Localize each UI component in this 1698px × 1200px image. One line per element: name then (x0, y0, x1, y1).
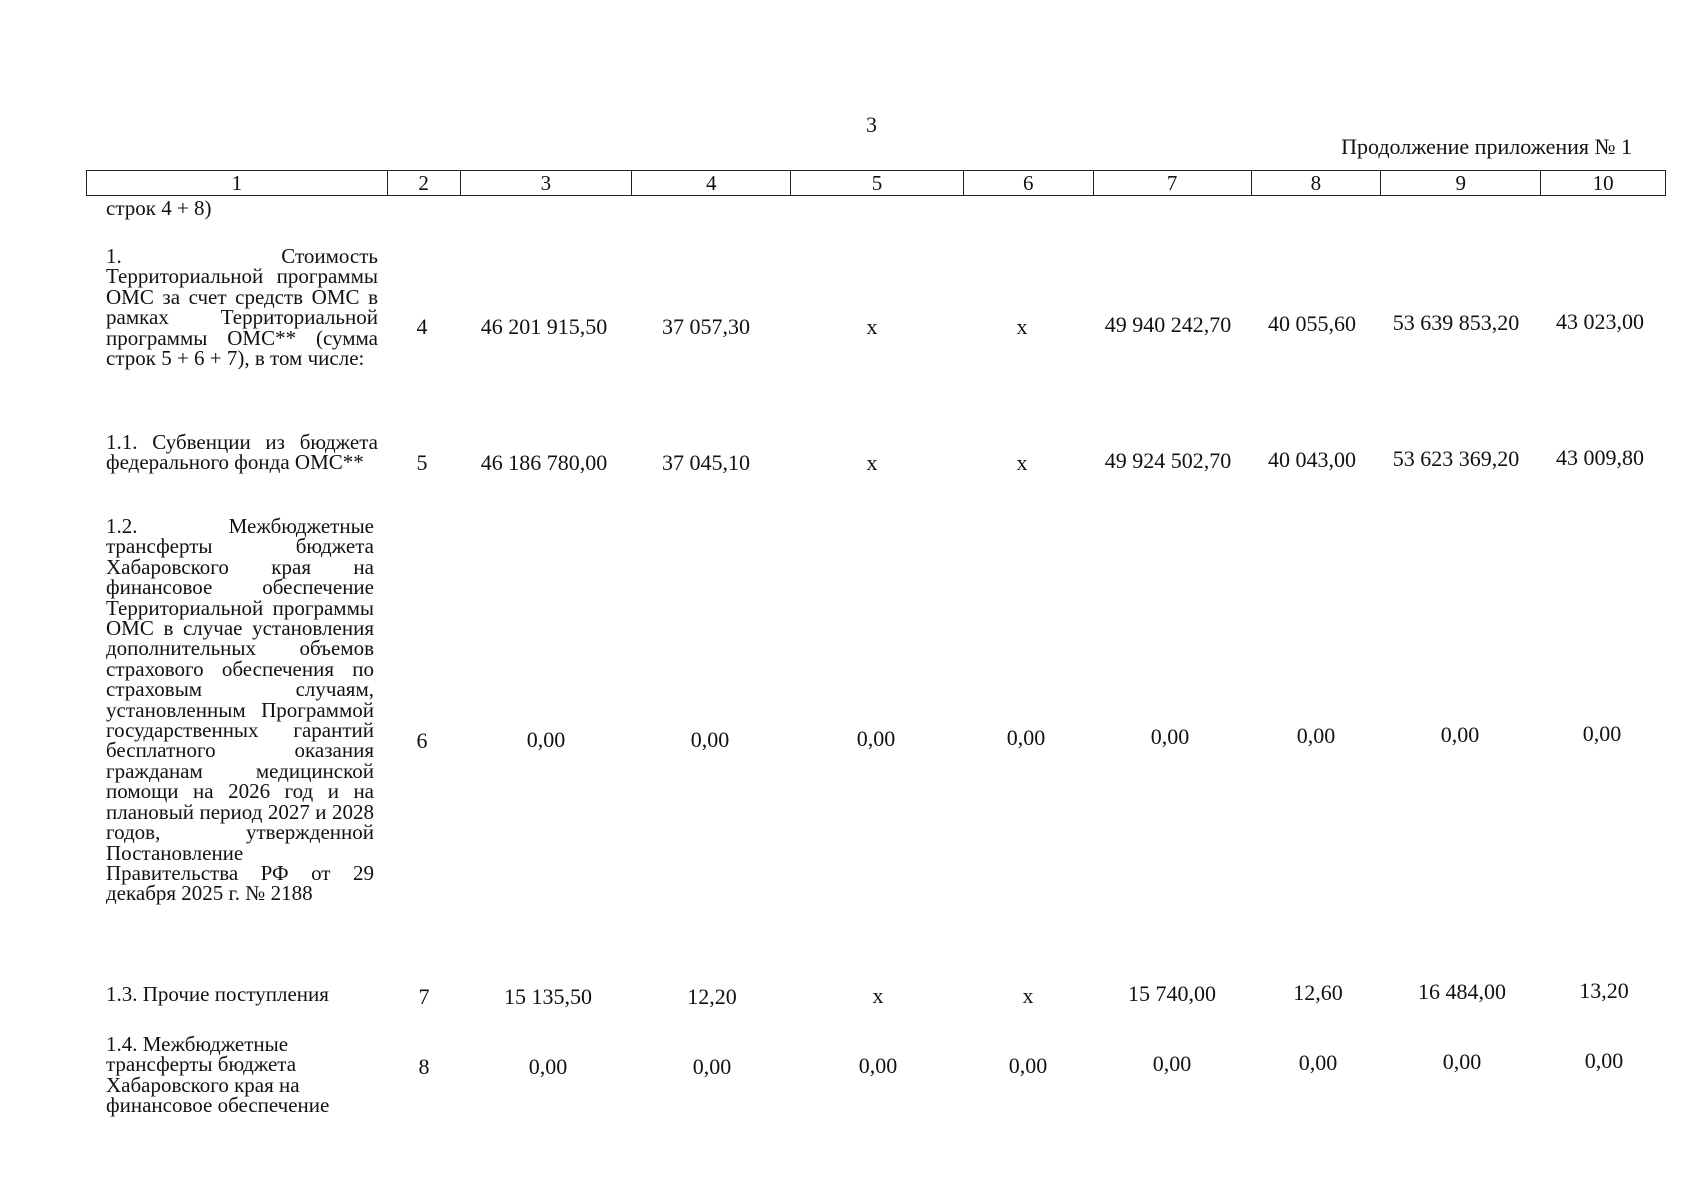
row-1-col8: 40 055,60 (1268, 311, 1356, 336)
row-label-4: 1.3. Прочие поступления (106, 982, 329, 1006)
column-header-1: 1 (87, 171, 388, 195)
row-3-col7: 0,00 (1150, 724, 1190, 749)
row-3-col5: 0,00 (856, 726, 896, 751)
row-label-2: 1.1. Субвенции из бюджета федерального фонда ОМС** (106, 430, 378, 475)
row-3-col8: 0,00 (1296, 723, 1336, 748)
row-5-line-number: 8 (418, 1054, 430, 1079)
row-2-col4: 37 045,10 (662, 450, 750, 475)
row-5-col9: 0,00 (1442, 1049, 1482, 1074)
column-header-3: 3 (461, 171, 633, 195)
row-5-col6: 0,00 (1008, 1053, 1048, 1078)
row-1-col5: х (866, 314, 878, 339)
row-4-col10: 13,20 (1579, 978, 1629, 1003)
row-5-col3: 0,00 (528, 1054, 568, 1079)
row-label-3: 1.2. Межбюджетные трансферты бюджета Хабаровского края на финансовое обеспечение Территориальной программы ОМС в случае установления дополнительных объемов страхового обеспечения по страховым случаям, установленным Программой государственных гарантий бесплатного оказания гражданам медицинской помощи на 2026 год и на плановый период 2027 и 2028 годов, утвержденной Постановление Правительства РФ от 29 декабря 2025 г. № 2188 (106, 514, 374, 906)
row-4-col4: 12,20 (687, 984, 737, 1009)
row-3-col3: 0,00 (526, 727, 566, 752)
row-3-line-number: 6 (416, 728, 428, 753)
column-header-10: 10 (1592, 171, 1614, 195)
column-header-4: 4 (632, 171, 791, 195)
row-5-col10: 0,00 (1584, 1048, 1624, 1073)
row-4-col8: 12,60 (1293, 980, 1343, 1005)
row-4-col6: х (1022, 983, 1034, 1008)
row-3-col4: 0,00 (690, 727, 730, 752)
row-2-col5: х (866, 450, 878, 475)
row-1-line-number: 4 (416, 314, 428, 339)
column-header-5: 5 (791, 171, 964, 195)
row-1-col10: 43 023,00 (1556, 309, 1644, 334)
row-1-col4: 37 057,30 (662, 314, 750, 339)
row-1-col6: х (1016, 314, 1028, 339)
row-5-col7: 0,00 (1152, 1051, 1192, 1076)
row-2-col9: 53 623 369,20 (1392, 446, 1520, 471)
row-1-col7: 49 940 242,70 (1104, 312, 1232, 337)
row-2-line-number: 5 (416, 450, 428, 475)
row-2-col8: 40 043,00 (1268, 447, 1356, 472)
row-2-col6: х (1016, 450, 1028, 475)
row-4-col5: х (872, 983, 884, 1008)
row-4-col9: 16 484,00 (1418, 979, 1506, 1004)
column-header-7: 7 (1094, 171, 1252, 195)
row-4-line-number: 7 (418, 984, 430, 1009)
row-2-col10: 43 009,80 (1556, 445, 1644, 470)
row-2-col3: 46 186 780,00 (480, 450, 608, 475)
row-3-col10: 0,00 (1582, 721, 1622, 746)
column-header-8: 8 (1252, 171, 1382, 195)
row-5-col5: 0,00 (858, 1053, 898, 1078)
row-3-col9: 0,00 (1440, 722, 1480, 747)
column-header-6: 6 (964, 171, 1094, 195)
row-3-col6: 0,00 (1006, 725, 1046, 750)
row-label-5: 1.4. Межбюджетные трансферты бюджета Хабаровского края на финансовое обеспечение (106, 1032, 330, 1118)
row-5-col4: 0,00 (692, 1054, 732, 1079)
row-1-col9: 53 639 853,20 (1392, 310, 1520, 335)
row-label-1: 1. Стоимость Территориальной программы ОМС за счет средств ОМС в рамках Территориальной программы ОМС** (сумма строк 5 + 6 + 7), в том числе: (106, 244, 378, 371)
row-4-col7: 15 740,00 (1128, 981, 1216, 1006)
row-5-col8: 0,00 (1298, 1050, 1338, 1075)
table-header-row (86, 170, 1666, 196)
row-4-col3: 15 135,50 (504, 984, 592, 1009)
column-header-2: 2 (388, 171, 461, 195)
page-number: 3 (866, 112, 877, 137)
row-2-col7: 49 924 502,70 (1104, 448, 1232, 473)
row-1-col3: 46 201 915,50 (480, 314, 608, 339)
column-header-9: 9 (1381, 171, 1541, 195)
row-label-continued: строк 4 + 8) (106, 196, 212, 220)
continuation-title: Продолжение приложения № 1 (1341, 134, 1632, 159)
